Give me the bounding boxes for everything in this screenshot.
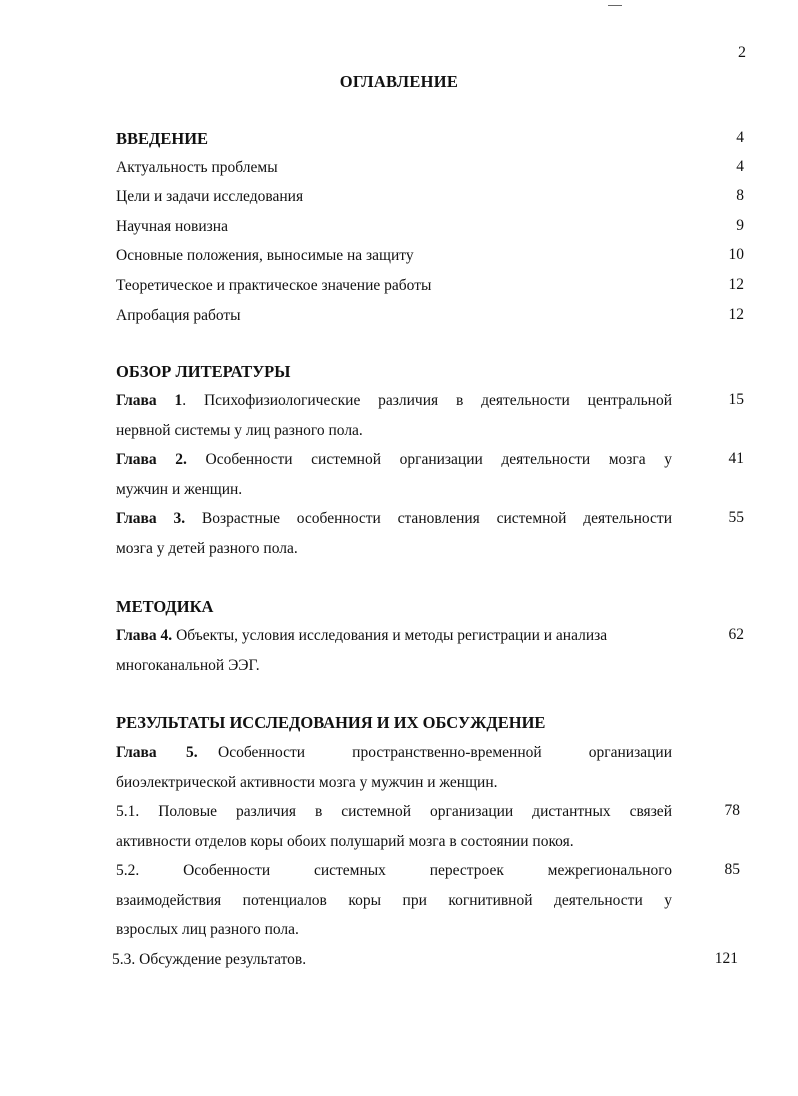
toc-entry-continuation: нервной системы у лиц разного пола. <box>116 422 363 439</box>
section-heading-results: РЕЗУЛЬТАТЫ ИССЛЕДОВАНИЯ И ИХ ОБСУЖДЕНИЕ <box>116 713 546 732</box>
page-ref: 15 <box>728 391 744 408</box>
toc-entry-chapter-4 <box>116 626 607 646</box>
chapter-label: Глава 4. <box>116 627 173 644</box>
section-heading-introduction: ВВЕДЕНИЕ <box>116 129 209 148</box>
toc-entry-continuation: биоэлектрической активности мозга у мужчин и женщин. <box>116 774 498 791</box>
chapter-title: Объекты, условия исследования и методы регистрации и анализа <box>172 627 608 644</box>
doc-title: ОГЛАВЛЕНИЕ <box>339 72 459 91</box>
toc-entry-continuation: активности отделов коры обоих полушарий мозга в состоянии покоя. <box>116 833 574 850</box>
toc-entry-subsection-5-3: 5.3. Обсуждение результатов. <box>112 951 307 968</box>
toc-entry-subsection-5-2: 5.2. Особенности системных перестроек межрегионального <box>116 862 672 879</box>
page-ref: 78 <box>724 802 740 819</box>
page-number: 2 <box>738 44 746 61</box>
toc-entry-continuation: взрослых лиц разного пола. <box>116 921 299 938</box>
page-ref: 4 <box>736 158 744 175</box>
page-ref: 55 <box>728 509 744 526</box>
chapter-label: Глава 2. <box>116 451 187 468</box>
toc-entry-continuation: многоканальной ЭЭГ. <box>116 657 260 674</box>
page-ref: 12 <box>728 276 744 293</box>
page-ref: 8 <box>736 187 744 204</box>
toc-entry-continuation: мозга у детей разного пола. <box>116 540 298 557</box>
toc-entry: Апробация работы <box>116 307 241 324</box>
chapter-title: Возрастные особенности становления системной деятельности <box>185 510 672 527</box>
page-ref: 10 <box>728 246 744 263</box>
toc-entry-continuation: взаимодействия потенциалов коры при когнитивной деятельности у <box>116 892 672 909</box>
toc-entry: Теоретическое и практическое значение работы <box>116 277 432 294</box>
toc-entry-subsection-5-1: 5.1. Половые различия в системной организации дистантных связей <box>116 803 672 820</box>
toc-entry: Научная новизна <box>116 218 228 235</box>
toc-entry-chapter-2 <box>116 450 672 470</box>
section-heading-literature-review: ОБЗОР ЛИТЕРАТУРЫ <box>116 362 291 381</box>
chapter-number: 5. <box>186 744 198 761</box>
chapter-label: Глава <box>116 744 157 761</box>
page-ref: 12 <box>728 306 744 323</box>
page-ref: 121 <box>714 950 738 967</box>
toc-entry: Цели и задачи исследования <box>116 188 304 205</box>
toc-entry: Актуальность проблемы <box>116 159 278 176</box>
section-heading-methods: МЕТОДИКА <box>116 597 214 616</box>
chapter-label: Глава 3. <box>116 510 186 527</box>
page-ref: 85 <box>724 861 740 878</box>
chapter-label: Глава 1 <box>116 392 183 409</box>
scan-mark <box>608 5 622 6</box>
page-ref: 9 <box>736 217 744 234</box>
toc-entry-chapter-1 <box>116 391 672 411</box>
chapter-title: . Психофизиологические различия в деятельности центральной <box>182 392 672 409</box>
toc-entry: Основные положения, выносимые на защиту <box>116 247 414 264</box>
page-ref: 62 <box>728 626 744 643</box>
chapter-title: Особенности системной организации деятельности мозга у <box>186 451 672 468</box>
page-ref: 41 <box>728 450 744 467</box>
toc-entry-chapter-3 <box>116 509 672 529</box>
page-ref: 4 <box>736 129 744 146</box>
toc-entry-continuation: мужчин и женщин. <box>116 481 243 498</box>
chapter-title: Особенности пространственно-временной организации <box>218 744 672 761</box>
